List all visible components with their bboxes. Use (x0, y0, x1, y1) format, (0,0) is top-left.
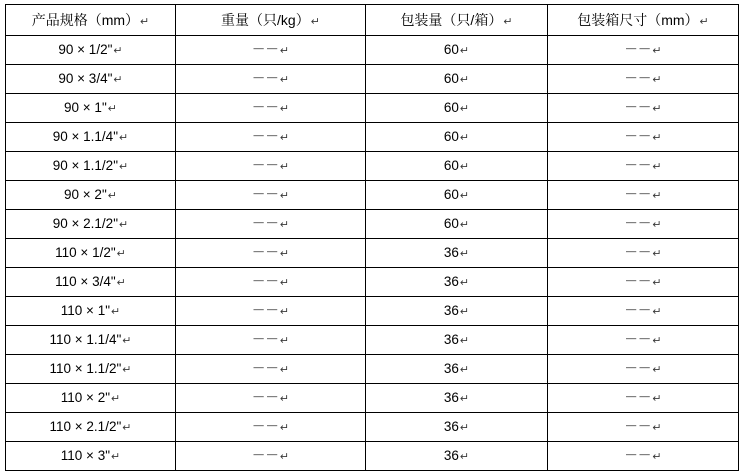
cell-weight-value: －－ (251, 216, 279, 231)
cell-weight-value: －－ (251, 419, 279, 434)
cell-box-size (548, 268, 739, 297)
cell-spec-value: 110 × 3" (60, 448, 110, 463)
cell-box-size (548, 210, 739, 239)
cell-box-size-value: －－ (624, 332, 652, 347)
cell-quantity-value: 36 (443, 303, 459, 318)
table-row (6, 413, 739, 442)
cell-weight-value: －－ (251, 158, 279, 173)
paragraph-mark-icon: ↵ (652, 393, 662, 405)
paragraph-mark-icon: ↵ (459, 74, 470, 86)
cell-weight-value: －－ (251, 332, 279, 347)
cell-quantity (366, 65, 548, 94)
column-header-quantity (366, 5, 548, 36)
cell-box-size (548, 297, 739, 326)
cell-quantity (366, 297, 548, 326)
cell-spec-value: 110 × 1/2" (55, 245, 116, 260)
cell-weight (176, 326, 366, 355)
cell-quantity-value: 60 (443, 158, 459, 173)
cell-quantity (366, 94, 548, 123)
cell-quantity (366, 123, 548, 152)
paragraph-mark-icon: ↵ (279, 306, 290, 318)
paragraph-mark-icon: ↵ (111, 393, 121, 405)
paragraph-mark-icon: ↵ (459, 45, 470, 57)
cell-weight (176, 413, 366, 442)
table-body (6, 36, 739, 471)
cell-quantity (366, 239, 548, 268)
cell-weight-value: －－ (251, 71, 279, 86)
paragraph-mark-icon: ↵ (652, 335, 662, 347)
cell-weight-value: －－ (251, 245, 279, 260)
cell-box-size (548, 36, 739, 65)
cell-weight (176, 442, 366, 471)
table-row (6, 181, 739, 210)
cell-box-size-value: －－ (624, 245, 652, 260)
cell-quantity-value: 36 (443, 332, 459, 347)
cell-box-size-value: －－ (624, 100, 652, 115)
table-row (6, 36, 739, 65)
cell-spec (6, 326, 176, 355)
paragraph-mark-icon: ↵ (459, 364, 470, 376)
cell-quantity (366, 413, 548, 442)
paragraph-mark-icon: ↵ (459, 161, 470, 173)
cell-weight (176, 268, 366, 297)
cell-quantity (366, 268, 548, 297)
table-row (6, 268, 739, 297)
cell-box-size (548, 94, 739, 123)
cell-spec (6, 297, 176, 326)
cell-weight (176, 36, 366, 65)
paragraph-mark-icon: ↵ (107, 103, 117, 115)
cell-box-size-value: －－ (624, 274, 652, 289)
cell-quantity-value: 36 (443, 361, 459, 376)
cell-spec-value: 90 × 1.1/4" (52, 129, 118, 144)
cell-weight-value: －－ (251, 129, 279, 144)
cell-box-size (548, 384, 739, 413)
table-row (6, 355, 739, 384)
paragraph-mark-icon: ↵ (459, 306, 470, 318)
cell-quantity-value: 36 (443, 448, 459, 463)
cell-weight (176, 94, 366, 123)
cell-box-size-value: －－ (624, 129, 652, 144)
cell-spec-value: 110 × 2" (60, 390, 110, 405)
paragraph-mark-icon: ↵ (279, 393, 290, 405)
paragraph-mark-icon: ↵ (279, 103, 290, 115)
column-header-weight (176, 5, 366, 36)
cell-quantity-value: 60 (443, 100, 459, 115)
paragraph-mark-icon: ↵ (140, 15, 150, 28)
cell-weight (176, 65, 366, 94)
paragraph-mark-icon: ↵ (119, 132, 129, 144)
table-header-row (6, 5, 739, 36)
cell-spec-value: 90 × 2.1/2" (52, 216, 118, 231)
paragraph-mark-icon: ↵ (122, 335, 132, 347)
cell-spec-value: 110 × 3/4" (55, 274, 116, 289)
cell-spec (6, 239, 176, 268)
cell-weight-value: －－ (251, 100, 279, 115)
paragraph-mark-icon: ↵ (119, 219, 129, 231)
paragraph-mark-icon: ↵ (279, 422, 290, 434)
cell-quantity-value: 36 (443, 245, 459, 260)
cell-spec-value: 110 × 2.1/2" (49, 419, 122, 434)
cell-quantity-value: 60 (443, 71, 459, 86)
cell-spec (6, 181, 176, 210)
cell-spec (6, 123, 176, 152)
cell-box-size-value: －－ (624, 187, 652, 202)
cell-spec-value: 90 × 1" (64, 100, 107, 115)
paragraph-mark-icon: ↵ (652, 364, 662, 376)
cell-spec (6, 152, 176, 181)
paragraph-mark-icon: ↵ (279, 132, 290, 144)
paragraph-mark-icon: ↵ (652, 277, 662, 289)
cell-weight-value: －－ (251, 448, 279, 463)
paragraph-mark-icon: ↵ (652, 132, 662, 144)
paragraph-mark-icon: ↵ (111, 306, 121, 318)
paragraph-mark-icon: ↵ (652, 306, 662, 318)
paragraph-mark-icon: ↵ (113, 45, 123, 57)
paragraph-mark-icon: ↵ (459, 219, 470, 231)
cell-spec-value: 90 × 1.1/2" (52, 158, 118, 173)
cell-spec (6, 413, 176, 442)
cell-weight-value: －－ (251, 274, 279, 289)
cell-quantity-value: 60 (443, 216, 459, 231)
cell-spec (6, 36, 176, 65)
paragraph-mark-icon: ↵ (459, 190, 470, 202)
cell-quantity (366, 355, 548, 384)
cell-box-size-value: －－ (624, 158, 652, 173)
cell-spec-value: 110 × 1.1/2" (49, 361, 122, 376)
column-header-box-size-label: 包装箱尺寸（mm） (577, 11, 699, 28)
cell-weight (176, 210, 366, 239)
table-row (6, 326, 739, 355)
cell-box-size (548, 355, 739, 384)
paragraph-mark-icon: ↵ (279, 190, 290, 202)
paragraph-mark-icon: ↵ (122, 422, 132, 434)
paragraph-mark-icon: ↵ (116, 277, 126, 289)
cell-spec (6, 210, 176, 239)
cell-quantity (366, 384, 548, 413)
cell-spec-value: 90 × 2" (64, 187, 107, 202)
cell-weight-value: －－ (251, 390, 279, 405)
cell-box-size-value: －－ (624, 448, 652, 463)
paragraph-mark-icon: ↵ (459, 103, 470, 115)
cell-weight-value: －－ (251, 42, 279, 57)
paragraph-mark-icon: ↵ (459, 132, 470, 144)
cell-spec-value: 90 × 1/2" (58, 42, 113, 57)
paragraph-mark-icon: ↵ (503, 15, 513, 28)
paragraph-mark-icon: ↵ (652, 248, 662, 260)
cell-box-size (548, 65, 739, 94)
cell-weight (176, 123, 366, 152)
table-row (6, 442, 739, 471)
paragraph-mark-icon: ↵ (652, 422, 662, 434)
paragraph-mark-icon: ↵ (459, 393, 470, 405)
cell-weight-value: －－ (251, 187, 279, 202)
paragraph-mark-icon: ↵ (113, 74, 123, 86)
paragraph-mark-icon: ↵ (652, 451, 662, 463)
paragraph-mark-icon: ↵ (310, 15, 320, 28)
cell-spec (6, 442, 176, 471)
cell-weight (176, 355, 366, 384)
table-row (6, 239, 739, 268)
cell-box-size (548, 326, 739, 355)
cell-spec (6, 94, 176, 123)
cell-spec-value: 110 × 1.1/4" (49, 332, 122, 347)
cell-quantity-value: 60 (443, 42, 459, 57)
column-header-box-size (548, 5, 739, 36)
table-row (6, 123, 739, 152)
paragraph-mark-icon: ↵ (107, 190, 117, 202)
paragraph-mark-icon: ↵ (279, 335, 290, 347)
paragraph-mark-icon: ↵ (652, 190, 662, 202)
column-header-spec (6, 5, 176, 36)
paragraph-mark-icon: ↵ (279, 45, 290, 57)
paragraph-mark-icon: ↵ (279, 364, 290, 376)
cell-quantity-value: 60 (443, 129, 459, 144)
cell-weight-value: －－ (251, 303, 279, 318)
cell-weight (176, 152, 366, 181)
paragraph-mark-icon: ↵ (652, 103, 662, 115)
paragraph-mark-icon: ↵ (279, 277, 290, 289)
paragraph-mark-icon: ↵ (459, 451, 470, 463)
cell-box-size-value: －－ (624, 390, 652, 405)
cell-weight-value: －－ (251, 361, 279, 376)
paragraph-mark-icon: ↵ (279, 219, 290, 231)
paragraph-mark-icon: ↵ (652, 161, 662, 173)
paragraph-mark-icon: ↵ (652, 45, 662, 57)
paragraph-mark-icon: ↵ (119, 161, 129, 173)
cell-weight (176, 181, 366, 210)
cell-box-size (548, 442, 739, 471)
column-header-spec-label: 产品规格（mm） (31, 11, 140, 28)
cell-spec-value: 110 × 1" (60, 303, 110, 318)
cell-quantity (366, 181, 548, 210)
column-header-quantity-label: 包装量（只/箱） (400, 11, 503, 28)
cell-weight (176, 297, 366, 326)
cell-box-size-value: －－ (624, 419, 652, 434)
table-row (6, 297, 739, 326)
cell-spec-value: 90 × 3/4" (58, 71, 113, 86)
cell-box-size-value: －－ (624, 303, 652, 318)
cell-box-size-value: －－ (624, 42, 652, 57)
paragraph-mark-icon: ↵ (279, 74, 290, 86)
table-row (6, 65, 739, 94)
paragraph-mark-icon: ↵ (652, 74, 662, 86)
paragraph-mark-icon: ↵ (116, 248, 126, 260)
table-row (6, 152, 739, 181)
cell-spec (6, 384, 176, 413)
paragraph-mark-icon: ↵ (652, 219, 662, 231)
cell-quantity (366, 442, 548, 471)
paragraph-mark-icon: ↵ (459, 277, 470, 289)
cell-quantity (366, 210, 548, 239)
paragraph-mark-icon: ↵ (111, 451, 121, 463)
table-row (6, 210, 739, 239)
paragraph-mark-icon: ↵ (459, 248, 470, 260)
cell-spec (6, 65, 176, 94)
cell-weight (176, 239, 366, 268)
paragraph-mark-icon: ↵ (122, 364, 132, 376)
paragraph-mark-icon: ↵ (459, 335, 470, 347)
cell-quantity (366, 326, 548, 355)
paragraph-mark-icon: ↵ (699, 15, 709, 28)
cell-quantity-value: 36 (443, 419, 459, 434)
cell-quantity-value: 60 (443, 187, 459, 202)
paragraph-mark-icon: ↵ (279, 248, 290, 260)
cell-quantity (366, 152, 548, 181)
cell-box-size-value: －－ (624, 71, 652, 86)
cell-quantity-value: 36 (443, 390, 459, 405)
cell-box-size (548, 413, 739, 442)
cell-box-size (548, 239, 739, 268)
cell-spec (6, 355, 176, 384)
paragraph-mark-icon: ↵ (279, 451, 290, 463)
column-header-weight-label: 重量（只/kg） (221, 11, 310, 28)
cell-quantity (366, 36, 548, 65)
cell-box-size (548, 152, 739, 181)
table-header (6, 5, 739, 36)
cell-box-size (548, 181, 739, 210)
table-row (6, 94, 739, 123)
cell-box-size-value: －－ (624, 216, 652, 231)
paragraph-mark-icon: ↵ (279, 161, 290, 173)
cell-box-size-value: －－ (624, 361, 652, 376)
product-spec-table (5, 4, 739, 471)
cell-box-size (548, 123, 739, 152)
table-row (6, 384, 739, 413)
cell-spec (6, 268, 176, 297)
cell-quantity-value: 36 (443, 274, 459, 289)
cell-weight (176, 384, 366, 413)
paragraph-mark-icon: ↵ (459, 422, 470, 434)
